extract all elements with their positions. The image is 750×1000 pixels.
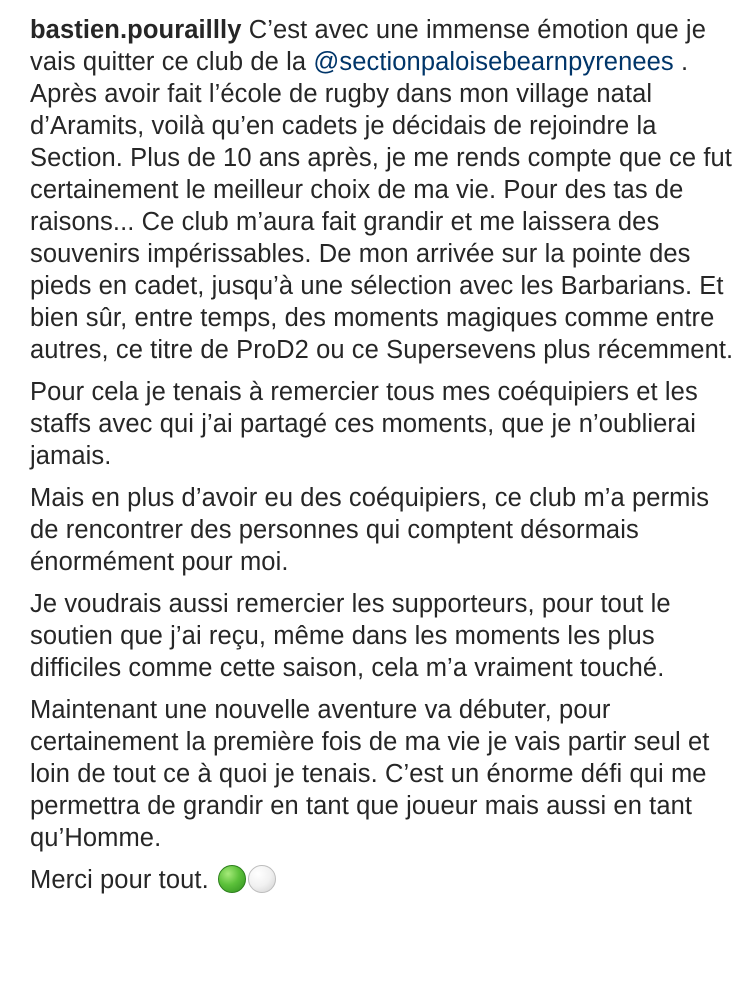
caption-paragraph-thanks-teammates: Pour cela je tenais à remercier tous mes coéquipiers et les staffs avec qui j’ai partagé ces moments, que je n’oublierai jamais. <box>30 378 698 470</box>
club-mention-link[interactable]: @sectionpaloisebearnpyrenees <box>313 48 674 76</box>
caption-paragraph-people: Mais en plus d’avoir eu des coéquipiers, ce club m’a permis de rencontrer des personnes qui comptent désormais énormément pour moi. <box>30 484 710 576</box>
closing-text: Merci pour tout. <box>30 866 209 894</box>
post-caption <box>30 14 735 906</box>
caption-intro-text: C’est avec une immense émotion que je vais quitter ce club de la <box>30 16 706 76</box>
white-circle-icon <box>248 865 276 893</box>
caption-paragraph-supporters: Je voudrais aussi remercier les supporteurs, pour tout le soutien que j’ai reçu, même dans les moments les plus difficiles comme cette saison, cela m’a vraiment touché. <box>30 590 671 682</box>
caption-closing-paragraph <box>30 864 735 896</box>
caption-intro-paragraph <box>30 14 735 366</box>
green-circle-icon <box>218 865 246 893</box>
caption-paragraph-new-adventure: Maintenant une nouvelle aventure va débuter, pour certainement la première fois de ma vie je vais partir seul et loin de tout ce à quoi je tenais. C’est un énorme défi qui me permettra de grandir en tant que joueur mais aussi en tant qu’Homme. <box>30 696 710 852</box>
username-link[interactable]: bastien.pouraillly <box>30 16 242 44</box>
caption-story-text: . Après avoir fait l’école de rugby dans mon village natal d’Aramits, voilà qu’en cadets je décidais de rejoindre la Section. Plus de 10 ans après, je me rends compte que ce fut certainement le meilleur choix de ma vie. Pour des tas de raisons... Ce club m’aura fait grandir et me laissera des souvenirs impérissables. De mon arrivée sur la pointe des pieds en cadet, jusqu’à une sélection avec les Barbarians. Et bien sûr, entre temps, des moments magiques comme entre autres, ce titre de ProD2 ou ce Supersevens plus récemment. <box>30 48 734 364</box>
